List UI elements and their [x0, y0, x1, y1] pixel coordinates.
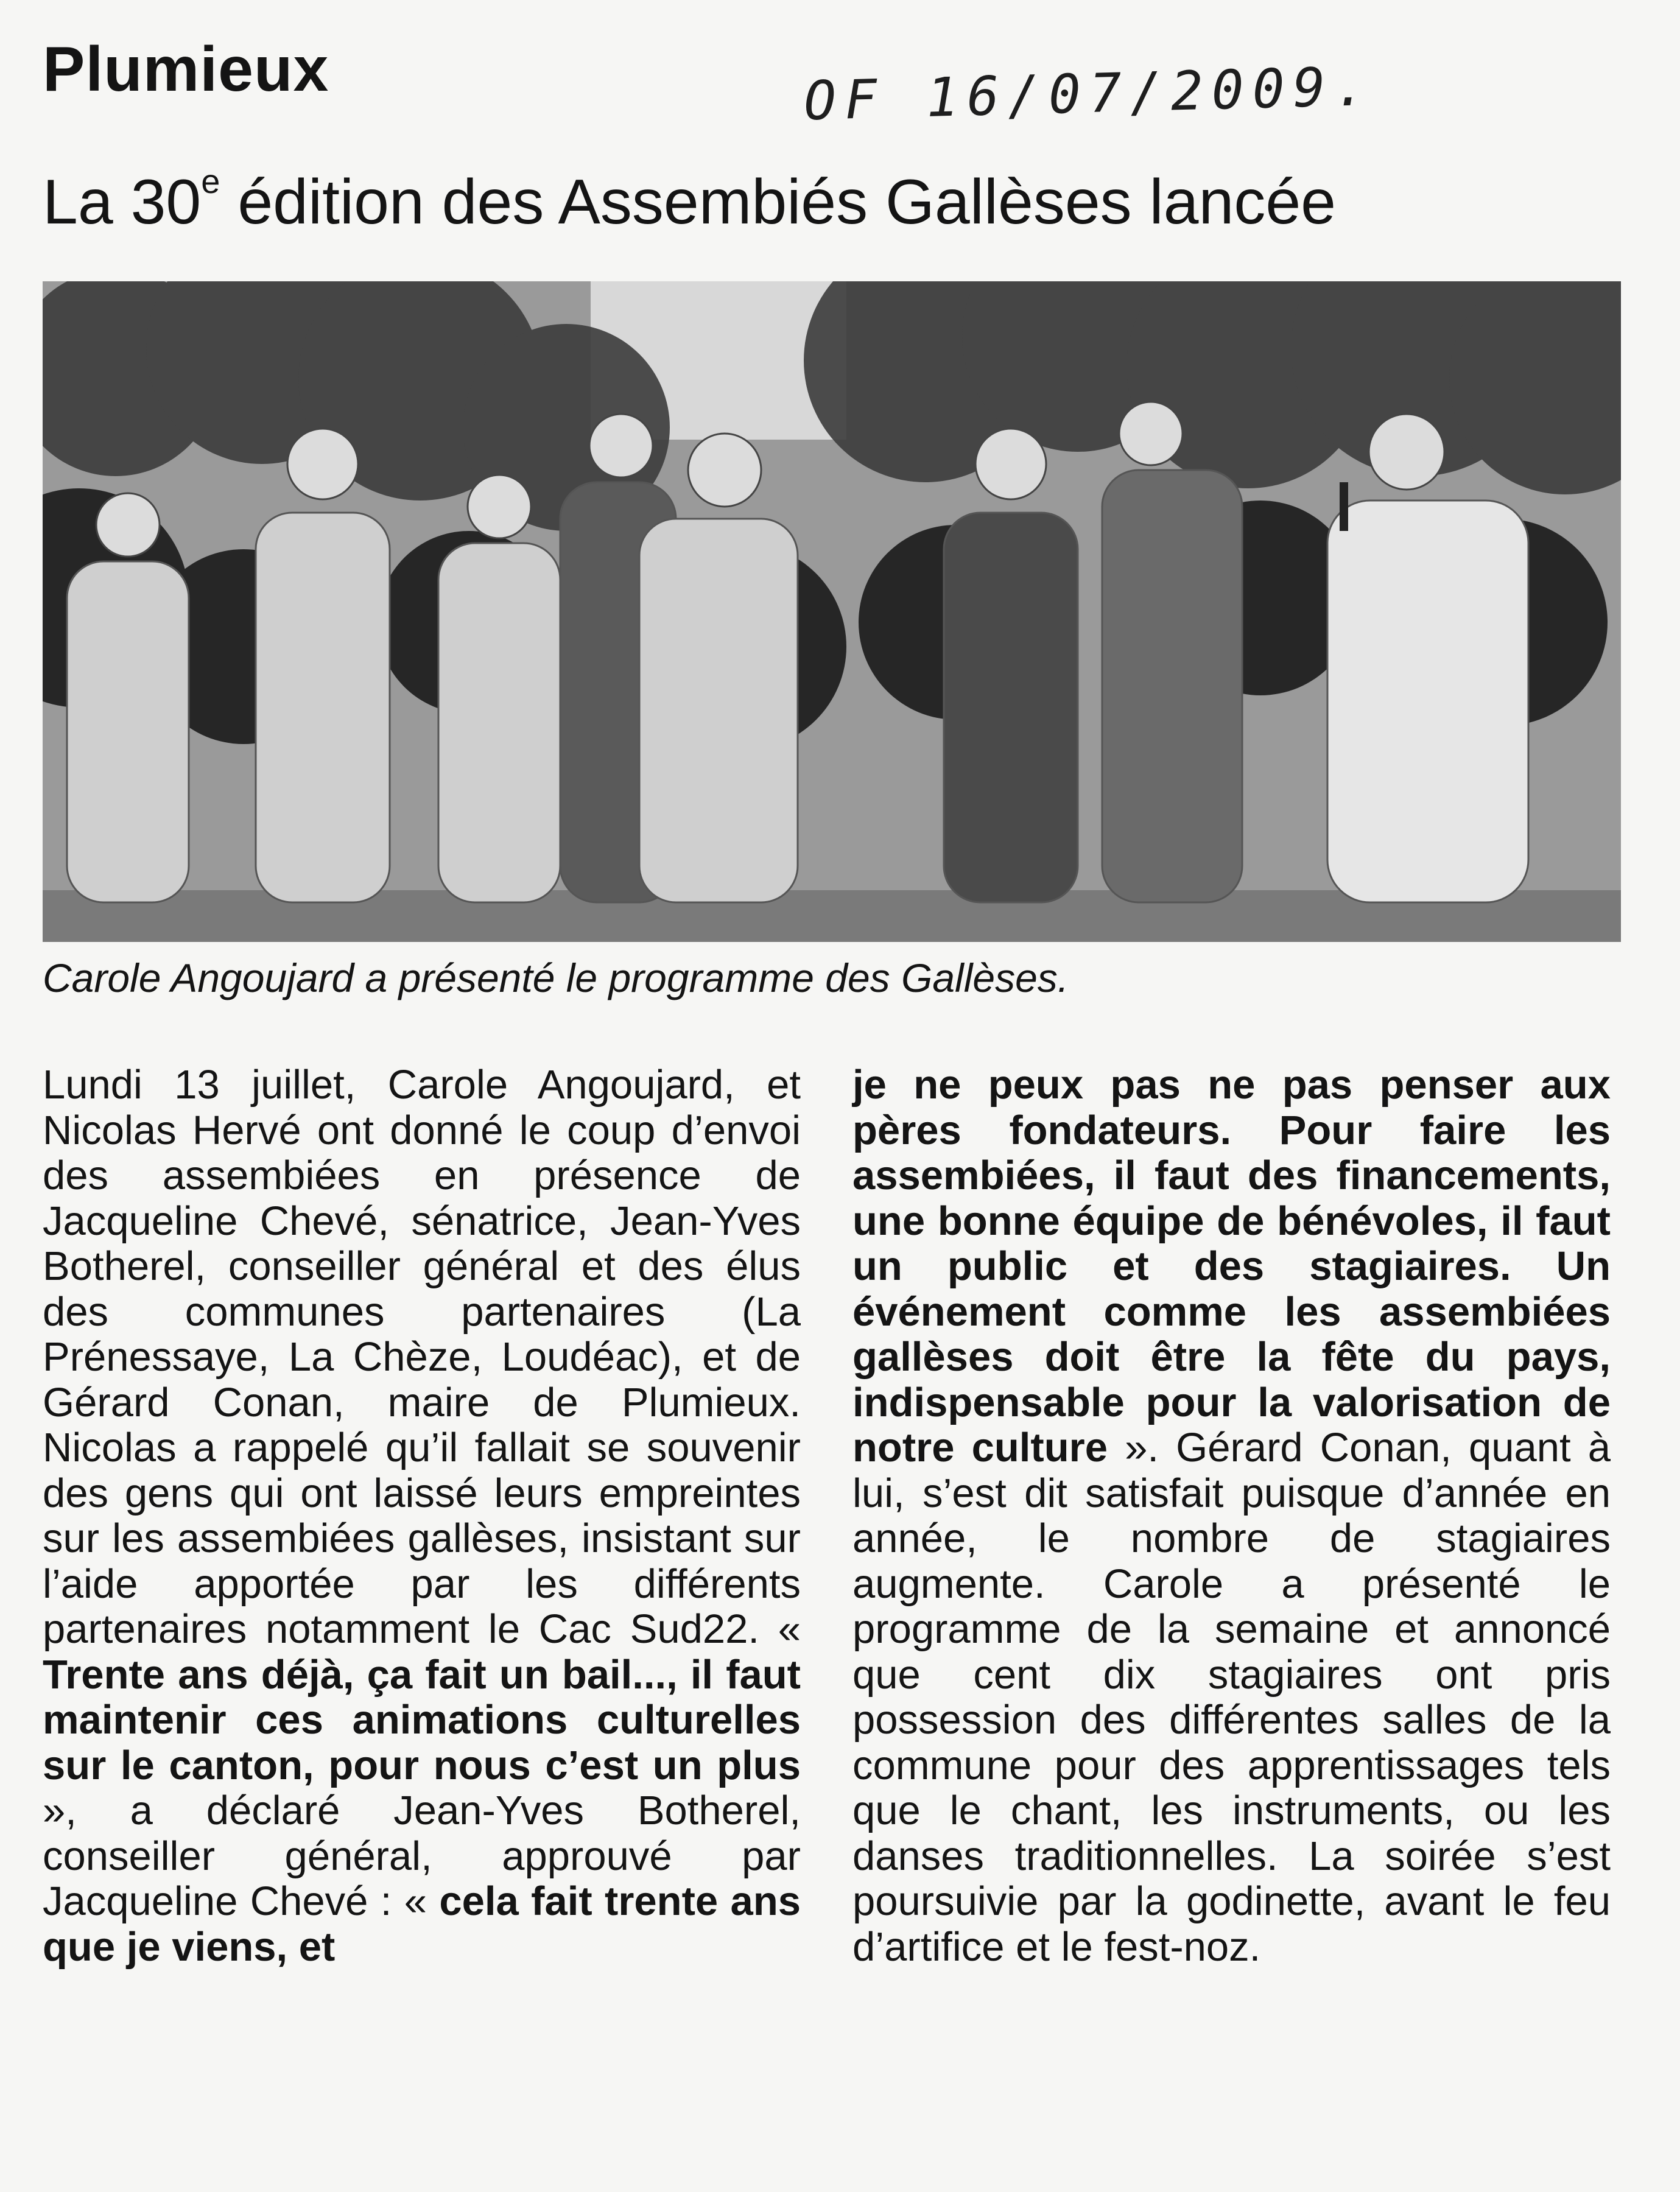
body-text: Lundi 13 juillet, Carole Angoujard, et Nicolas Hervé ont donné le coup d’envoi des assembiées en présence de Jacqueline Chevé, sénatrice, Jean-Yves Botherel, conseiller général et des élus des communes partenaires (La Prénessaye, La Chèze, Loudéac), et de Gérard Conan, maire de Plumieux. Nicolas a rappelé qu’il fallait se souvenir des gens qui ont laissé leurs empreintes sur les assembiées gallèses, insistant sur l’aide apportée par les différents partenaires notamment le Cac Sud22. « — [43, 1062, 801, 1652]
handwritten-date-note: OF 16/07/2009. — [803, 54, 1376, 133]
quote-bold: je ne peux pas ne pas penser aux pères fondateurs. Pour faire les assembiées, il faut des financements, une bonne équipe de bénévoles, il faut un public et des stagiaires. Un événement comme les assembiées gallèses doit être la fête du pays, indispensable pour la valorisation de notre culture — [852, 1062, 1611, 1470]
group-photo — [43, 281, 1621, 942]
body-text: ». Gérard Conan, quant à lui, s’est dit satisfait puisque d’année en année, le nombre de stagiaires augmente. Carole a présenté le programme de la semaine et annoncé que cent dix stagiaires ont pris possession des différentes salles de la commune pour des apprentissages tels que le chant, les instruments, ou les danses traditionnelles. La soirée s’est poursuivie par la godinette, avant le feu d’artifice et le fest-noz. — [852, 1425, 1611, 1970]
article-column-right — [852, 1063, 1611, 1970]
photo-caption: Carole Angoujard a présenté le programme des Gallèses. — [43, 955, 1069, 1000]
article-column-left — [43, 1063, 801, 1970]
left-column-paragraph — [43, 1063, 801, 1970]
body-text: », a déclaré Jean-Yves Botherel, conseiller général, approuvé par Jacqueline Chevé : « — [43, 1788, 801, 1924]
article-headline — [43, 162, 1337, 237]
headline-ordinal-suffix: e — [201, 162, 220, 200]
quote-bold: Trente ans déjà, ça fait un bail..., il faut maintenir ces animations culturelles sur le canton, pour nous c’est un plus — [43, 1651, 801, 1788]
quote-bold: cela fait trente ans que je viens, et — [43, 1878, 801, 1970]
headline-start: La 30 — [43, 167, 202, 237]
headline-end: édition des Assembiés Gallèses lancée — [220, 167, 1337, 237]
section-kicker: Plumieux — [43, 34, 329, 105]
right-column-paragraph — [852, 1063, 1611, 1970]
group-photo-illustration — [43, 281, 1621, 942]
